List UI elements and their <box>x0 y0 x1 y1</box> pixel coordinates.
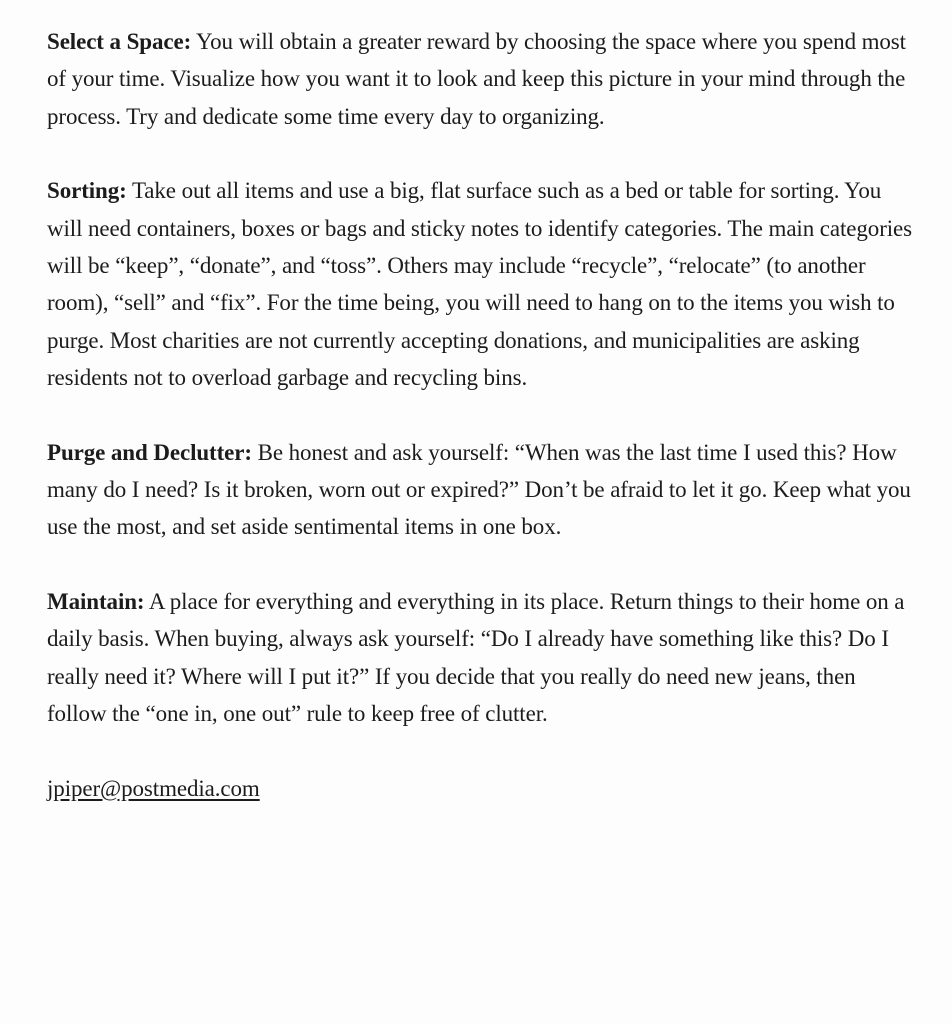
paragraph-purge-and-declutter <box>47 434 916 546</box>
author-email-link[interactable]: jpiper@postmedia.com <box>47 775 260 801</box>
paragraph-maintain <box>47 583 916 733</box>
paragraph-sorting <box>47 172 916 396</box>
paragraph-lead: Maintain: <box>47 588 145 614</box>
paragraph-lead: Select a Space: <box>47 29 192 54</box>
paragraph-lead: Sorting: <box>47 178 127 204</box>
paragraph-text: Take out all items and use a big, flat surface such as a bed or table for sorting. You will need containers, boxes or bags and sticky notes to identify categories. The main categories will be “keep”, “donate”, and “toss”. Others may include “recycle”, “relocate” (to another room), “sell” and “fix”. For the time being, you will need to hang on to the items you wish to purge. Most charities are not currently accepting donations, and municipalities are asking residents not to overload garbage and recycling bins. <box>47 178 912 391</box>
paragraph-text: A place for everything and everything in its place. Return things to their home on a daily basis. When buying, always ask yourself: “Do I already have something like this? Do I really need it? Where will I put it?” If you decide that you really do need new jeans, then follow the “one in, one out” rule to keep free of clutter. <box>47 588 905 727</box>
paragraph-text: You will obtain a greater reward by choosing the space where you spend most of your time. Visualize how you want it to look and keep this picture in your mind through the process. Try and dedicate some time every day to organizing. <box>47 29 906 129</box>
author-email-line <box>47 770 916 807</box>
paragraph-text: Be honest and ask yourself: “When was the last time I used this? How many do I need? Is it broken, worn out or expired?” Don’t be afraid to let it go. Keep what you use the most, and set aside sentimental items in one box. <box>47 439 911 540</box>
paragraph-lead: Purge and Declutter: <box>47 439 252 465</box>
paragraph-select-a-space <box>47 23 916 135</box>
